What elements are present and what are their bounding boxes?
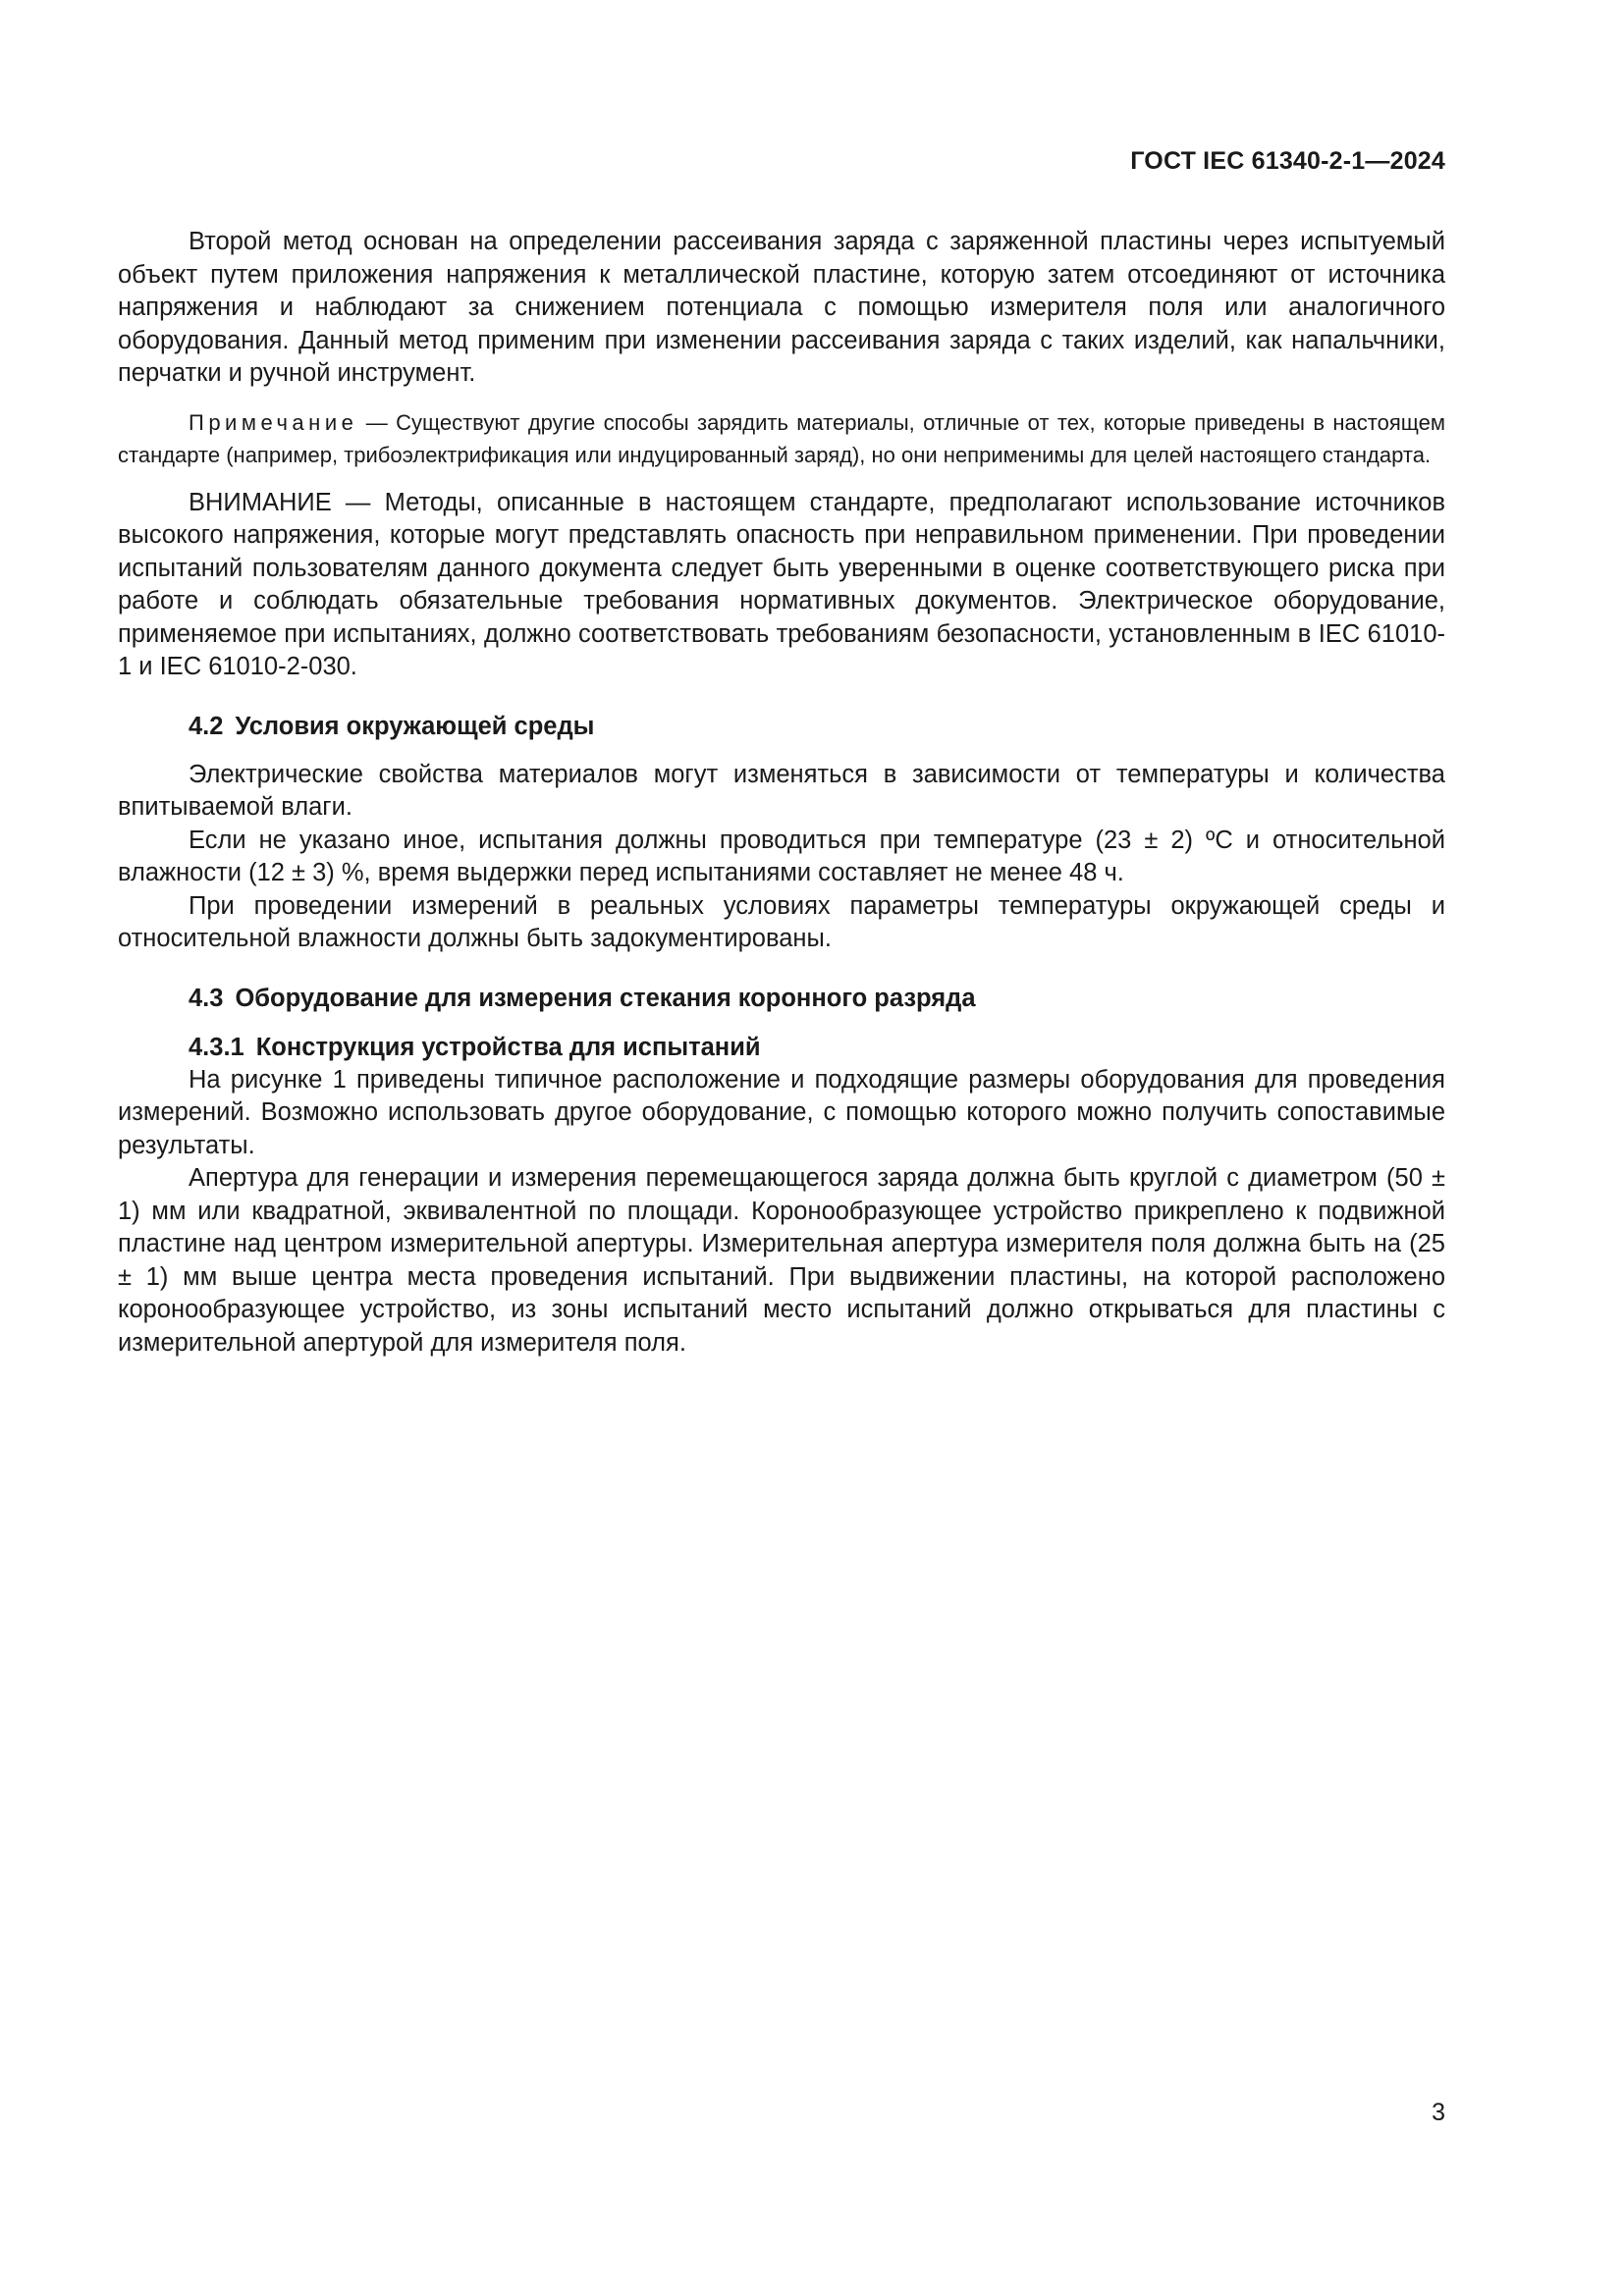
paragraph-4-3-1-1: На рисунке 1 приведены типичное расположение и подходящие размеры оборудования для проведения измерений. Возможно использовать другое оборудование, с помощью которого можно получить сопоставимые результаты.	[118, 1065, 1445, 1159]
section-title: Конструкция устройства для испытаний	[255, 1033, 761, 1061]
paragraph-second-method: Второй метод основан на определении рассеивания заряда с заряженной пластины через испытуемый объект путем приложения напряжения к металлической пластине, которую затем отсоединяют от источника напряжения и наблюдают за снижением потенциала с помощью измерителя поля или аналогичного оборудования. Данный метод применим при изменении рассеивания заряда с таких изделий, как напальчники, перчатки и ручной инструмент.	[118, 228, 1445, 387]
section-title: Условия окружающей среды	[235, 712, 595, 740]
section-heading-4-2	[118, 710, 1445, 743]
section-title: Оборудование для измерения стекания коронного разряда	[235, 984, 976, 1012]
document-id-header: ГОСТ IEC 61340-2-1—2024	[1130, 147, 1445, 175]
document-body	[118, 226, 1445, 1360]
paragraph-4-2-3: При проведении измерений в реальных условиях параметры температуры окружающей среды и относительной влажности должны быть задокументированы.	[118, 891, 1445, 952]
paragraph-4-2-1: Электрические свойства материалов могут изменяться в зависимости от температуры и количества впитываемой влаги.	[118, 760, 1445, 821]
section-number: 4.3.1	[189, 1033, 244, 1061]
page-number: 3	[1432, 2099, 1445, 2126]
section-number: 4.2	[189, 712, 224, 740]
paragraph-4-2-2: Если не указано иное, испытания должны проводиться при температуре (23 ± 2) ºС и относительной влажности (12 ± 3) %, время выдержки перед испытаниями составляет не менее 48 ч.	[118, 826, 1445, 886]
paragraph-warning: ВНИМАНИЕ — Методы, описанные в настоящем стандарте, предполагают использование источников высокого напряжения, которые могут представлять опасность при неправильном применении. При проведении испытаний пользователям данного документа следует быть уверенными в оценке соответствующего риска при работе и соблюдать обязательные требования нормативных документов. Электрическое оборудование, применяемое при испытаниях, должно соответствовать требованиям безопасности, установленным в IEC 61010-1 и IEC 61010-2-030.	[118, 488, 1445, 680]
section-heading-4-3	[118, 982, 1445, 1015]
section-heading-4-3-1	[118, 1031, 1445, 1064]
note-text: — Существуют другие способы зарядить материалы, отличные от тех, которые приведены в настоящем стандарте (например, трибоэлектрификация или индуцированный заряд), но они неприменимы для целей настоящего стандарта.	[118, 409, 1445, 467]
note	[118, 406, 1445, 471]
section-number: 4.3	[189, 984, 224, 1012]
paragraph-4-3-1-2: Апертура для генерации и измерения перемещающегося заряда должна быть круглой с диаметром (50 ± 1) мм или квадратной, эквивалентной по площади. Коронообразующее устройство прикреплено к подвижной пластине над центром измерительной апертуры. Измерительная апертура измерителя поля должна быть на (25 ± 1) мм выше центра места проведения испытаний. При выдвижении пластины, на которой расположено коронообразующее устройство, из зоны испытаний место испытаний должно открываться для пластины с измерительной апертурой для измерителя поля.	[118, 1164, 1445, 1357]
note-label: Примечание	[189, 409, 358, 435]
